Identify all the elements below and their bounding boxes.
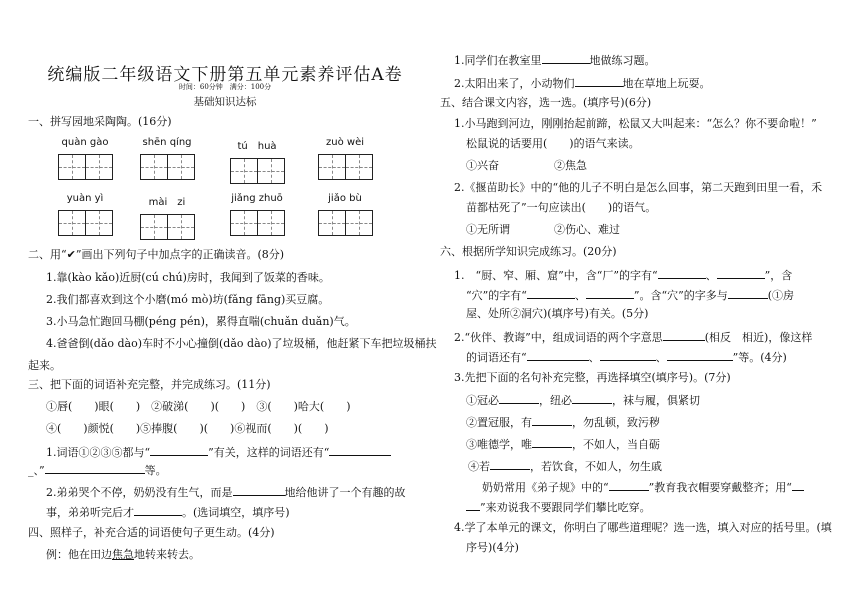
q5-item: 1.小马跑到河边，刚刚抬起前蹄，松鼠又大叫起来：“怎么？你不要命啦！” xyxy=(454,117,817,130)
text: ④若 xyxy=(468,460,490,473)
text: 、 xyxy=(655,351,667,364)
blank-field[interactable] xyxy=(233,484,285,496)
text: 1. “厨、窄、厢、窟”中，含“厂”的字有“ xyxy=(454,269,658,282)
text: 事，弟弟听完后才 xyxy=(46,506,134,519)
example-word: 焦急 xyxy=(112,548,134,561)
exam-meta: 时间：60分钟 满分：100分 xyxy=(178,83,272,91)
blank-field[interactable] xyxy=(586,287,634,299)
quote-usage xyxy=(482,479,804,495)
q3-row: ①唇( )眼( ) ②破涕( )( ) ③( )哈大( ) xyxy=(46,400,351,413)
pinyin-item xyxy=(140,193,194,240)
writing-grid[interactable] xyxy=(230,158,284,184)
q5-item: 2.《揠苗助长》中的“他的儿子不明白是怎么回事，第二天跑到田里一看，禾 xyxy=(454,181,823,194)
q3-heading: 三、把下面的词语补充完整，并完成练习。(11分) xyxy=(28,378,271,391)
text: 地在草地上玩耍。 xyxy=(622,77,711,90)
blank-field[interactable] xyxy=(490,458,530,470)
q2-heading: 二、用“✔”画出下列句子中加点字的正确读音。(8分) xyxy=(28,248,285,261)
blank-field[interactable] xyxy=(45,462,145,474)
q5-heading: 五、结合课文内容，选一选。(填序号)(6分) xyxy=(440,96,652,109)
text: 2.“伙伴、教诲”中，组成词语的两个字意思 xyxy=(454,331,663,344)
q2-item: 起来。 xyxy=(28,359,61,372)
q5-options: ①兴奋 ②焦急 xyxy=(466,159,587,172)
text: 2.弟弟哭个不停，奶奶没有生气，而是 xyxy=(46,486,233,499)
text: ”教育我衣帽要穿戴整齐；用“ xyxy=(648,481,792,494)
pinyin-item xyxy=(230,193,284,236)
quote-1 xyxy=(466,392,700,408)
q6-item1 xyxy=(454,267,792,283)
writing-grid[interactable] xyxy=(318,154,372,180)
blank-field[interactable] xyxy=(527,287,575,299)
blank-field[interactable] xyxy=(792,479,804,491)
pinyin-text: mài zi xyxy=(148,197,186,208)
pinyin-item xyxy=(140,137,194,180)
text: ，不如人，当自砺 xyxy=(572,438,660,451)
section-title: 基础知识达标 xyxy=(193,96,257,108)
pinyin-item xyxy=(318,137,372,180)
text: 1.词语①②③⑤都与“ xyxy=(46,446,151,459)
q5-item: 苗都枯死了”一句应读出( )的语气。 xyxy=(466,201,657,214)
writing-grid[interactable] xyxy=(318,210,372,236)
text: 地转来转去。 xyxy=(134,548,200,561)
text: ，勿乱顿，致污秽 xyxy=(572,416,660,429)
q6-item2 xyxy=(454,329,812,345)
q5-options: ①无所谓 ②伤心、难过 xyxy=(466,223,620,236)
text: ②置冠服，有 xyxy=(466,416,532,429)
blank-field[interactable] xyxy=(663,329,705,341)
q6-item3: 3.先把下面的名句补充完整，再选择填空(填序号)。(7分) xyxy=(454,371,731,384)
text: 例：他在田边 xyxy=(46,548,112,561)
q6-item1-end: 屋、处所②洞穴)(填序号)有关。(5分) xyxy=(466,307,649,320)
pinyin-text: yuàn yì xyxy=(66,193,104,204)
blank-field[interactable] xyxy=(532,414,572,426)
blank-field[interactable] xyxy=(134,504,182,516)
q4-row2 xyxy=(454,75,711,91)
text: ①冠必 xyxy=(466,394,499,407)
text: “穴”的字有“ xyxy=(466,289,527,302)
blank-field[interactable] xyxy=(466,499,480,511)
text: 地给他讲了一个有趣的故 xyxy=(284,486,406,499)
q2-item: 3.小马急忙跑回马棚(péng pén)，累得直喘(chuǎn duǎn)气。 xyxy=(46,315,356,328)
writing-grid[interactable] xyxy=(140,214,194,240)
text: (①房 xyxy=(767,289,795,302)
q3-row: ④( )颜悦( )⑤捧腹( )( )⑥视而( )( ) xyxy=(46,422,329,435)
blank-field[interactable] xyxy=(728,287,768,299)
text: _、” xyxy=(28,464,45,477)
q3-item1 xyxy=(46,444,391,460)
q2-item: 4.爸爸倒(dǎo dào)车时不小心撞倒(dǎo dào)了垃圾桶，他赶紧下车把垃圾桶扶 xyxy=(46,337,437,350)
text: 等。 xyxy=(144,464,167,477)
text: 奶奶常用《弟子规》中的“ xyxy=(482,481,609,494)
text: ，袜与履，俱紧切 xyxy=(612,394,700,407)
quote-3 xyxy=(466,436,660,452)
q6-item4-cont: 序号)(4分) xyxy=(466,541,519,554)
text: (相反 相近)，像这样 xyxy=(704,331,813,344)
text: ，若饮食，不如人，勿生戚 xyxy=(530,460,662,473)
q6-heading: 六、根据所学知识完成练习。(20分) xyxy=(440,245,617,258)
quote-usage-cont xyxy=(466,499,651,515)
q4-example xyxy=(46,548,200,562)
text: ③唯德学，唯 xyxy=(466,438,532,451)
text: ，纽必 xyxy=(539,394,572,407)
pinyin-text: zuò wèi xyxy=(326,137,364,148)
text: ”有关，这样的词语还有“ xyxy=(208,446,330,459)
q2-item: 1.靠(kào kǎo)近厨(cú chú)房时，我闻到了饭菜的香味。 xyxy=(46,271,330,284)
blank-field[interactable] xyxy=(658,267,706,279)
pinyin-item xyxy=(58,137,112,180)
writing-grid[interactable] xyxy=(58,154,112,180)
blank-field[interactable] xyxy=(499,392,539,404)
q5-item: 松鼠说的话要用( )的语气来读。 xyxy=(466,137,640,150)
quote-2 xyxy=(466,414,660,430)
blank-field[interactable] xyxy=(150,444,208,456)
text: 2.太阳出来了，小动物们 xyxy=(454,77,575,90)
pinyin-item xyxy=(230,137,284,184)
quote-4 xyxy=(468,458,662,474)
text: 的词语还有“ xyxy=(466,351,527,364)
text: 、 xyxy=(574,289,586,302)
text: ”，含 xyxy=(764,269,793,282)
pinyin-text: shēn qíng xyxy=(142,137,192,148)
q6-item4: 4.学了本单元的课文，你明白了哪些道理呢？选一选，填入对应的括号里。(填 xyxy=(454,521,832,534)
writing-grid[interactable] xyxy=(140,154,194,180)
text: ”来劝说我不要跟同学们攀比吃穿。 xyxy=(480,501,651,514)
pinyin-text: jiǎo bù xyxy=(328,193,362,204)
pinyin-text: jiǎng zhuō xyxy=(231,193,283,204)
q3-item2 xyxy=(46,484,406,500)
blank-field[interactable] xyxy=(609,479,649,491)
writing-grid[interactable] xyxy=(58,210,112,236)
page-title: 统编版二年级语文下册第五单元素养评估A卷 xyxy=(47,65,403,85)
blank-field[interactable] xyxy=(667,349,733,361)
blank-field[interactable] xyxy=(329,444,391,456)
text: 、 xyxy=(705,269,717,282)
pinyin-text: quàn gào xyxy=(61,137,109,148)
q3-item2-cont xyxy=(46,504,290,520)
blank-field[interactable] xyxy=(717,267,765,279)
text: ”等。(4分) xyxy=(732,351,787,364)
q3-item1-cont xyxy=(28,462,167,478)
blank-field[interactable] xyxy=(527,349,589,361)
blank-field[interactable] xyxy=(572,392,612,404)
writing-grid[interactable] xyxy=(230,210,284,236)
q6-item2-cont xyxy=(466,349,787,365)
blank-field[interactable] xyxy=(542,52,590,64)
pinyin-text: tú huà xyxy=(237,141,277,152)
text: ”。含“穴”的字多与 xyxy=(633,289,728,302)
blank-field[interactable] xyxy=(575,75,623,87)
blank-field[interactable] xyxy=(532,436,572,448)
q2-item: 2.我们都喜欢到这个小磨(mó mò)坊(fǎng fāng)买豆腐。 xyxy=(46,293,330,306)
pinyin-item xyxy=(318,193,372,236)
text: 。(选词填空，填序号) xyxy=(182,506,290,519)
q1-heading: 一、拼写园地采陶陶。(16分) xyxy=(28,115,172,128)
text: 1.同学们在教室里 xyxy=(454,54,542,67)
q4-heading: 四、照样子，补充合适的词语使句子更生动。(4分) xyxy=(28,526,275,539)
q4-row1 xyxy=(454,52,656,68)
pinyin-item xyxy=(58,193,112,236)
blank-field[interactable] xyxy=(600,349,656,361)
text: 、 xyxy=(588,351,600,364)
q6-item1-cont xyxy=(466,287,794,303)
text: 地做练习题。 xyxy=(589,54,656,67)
